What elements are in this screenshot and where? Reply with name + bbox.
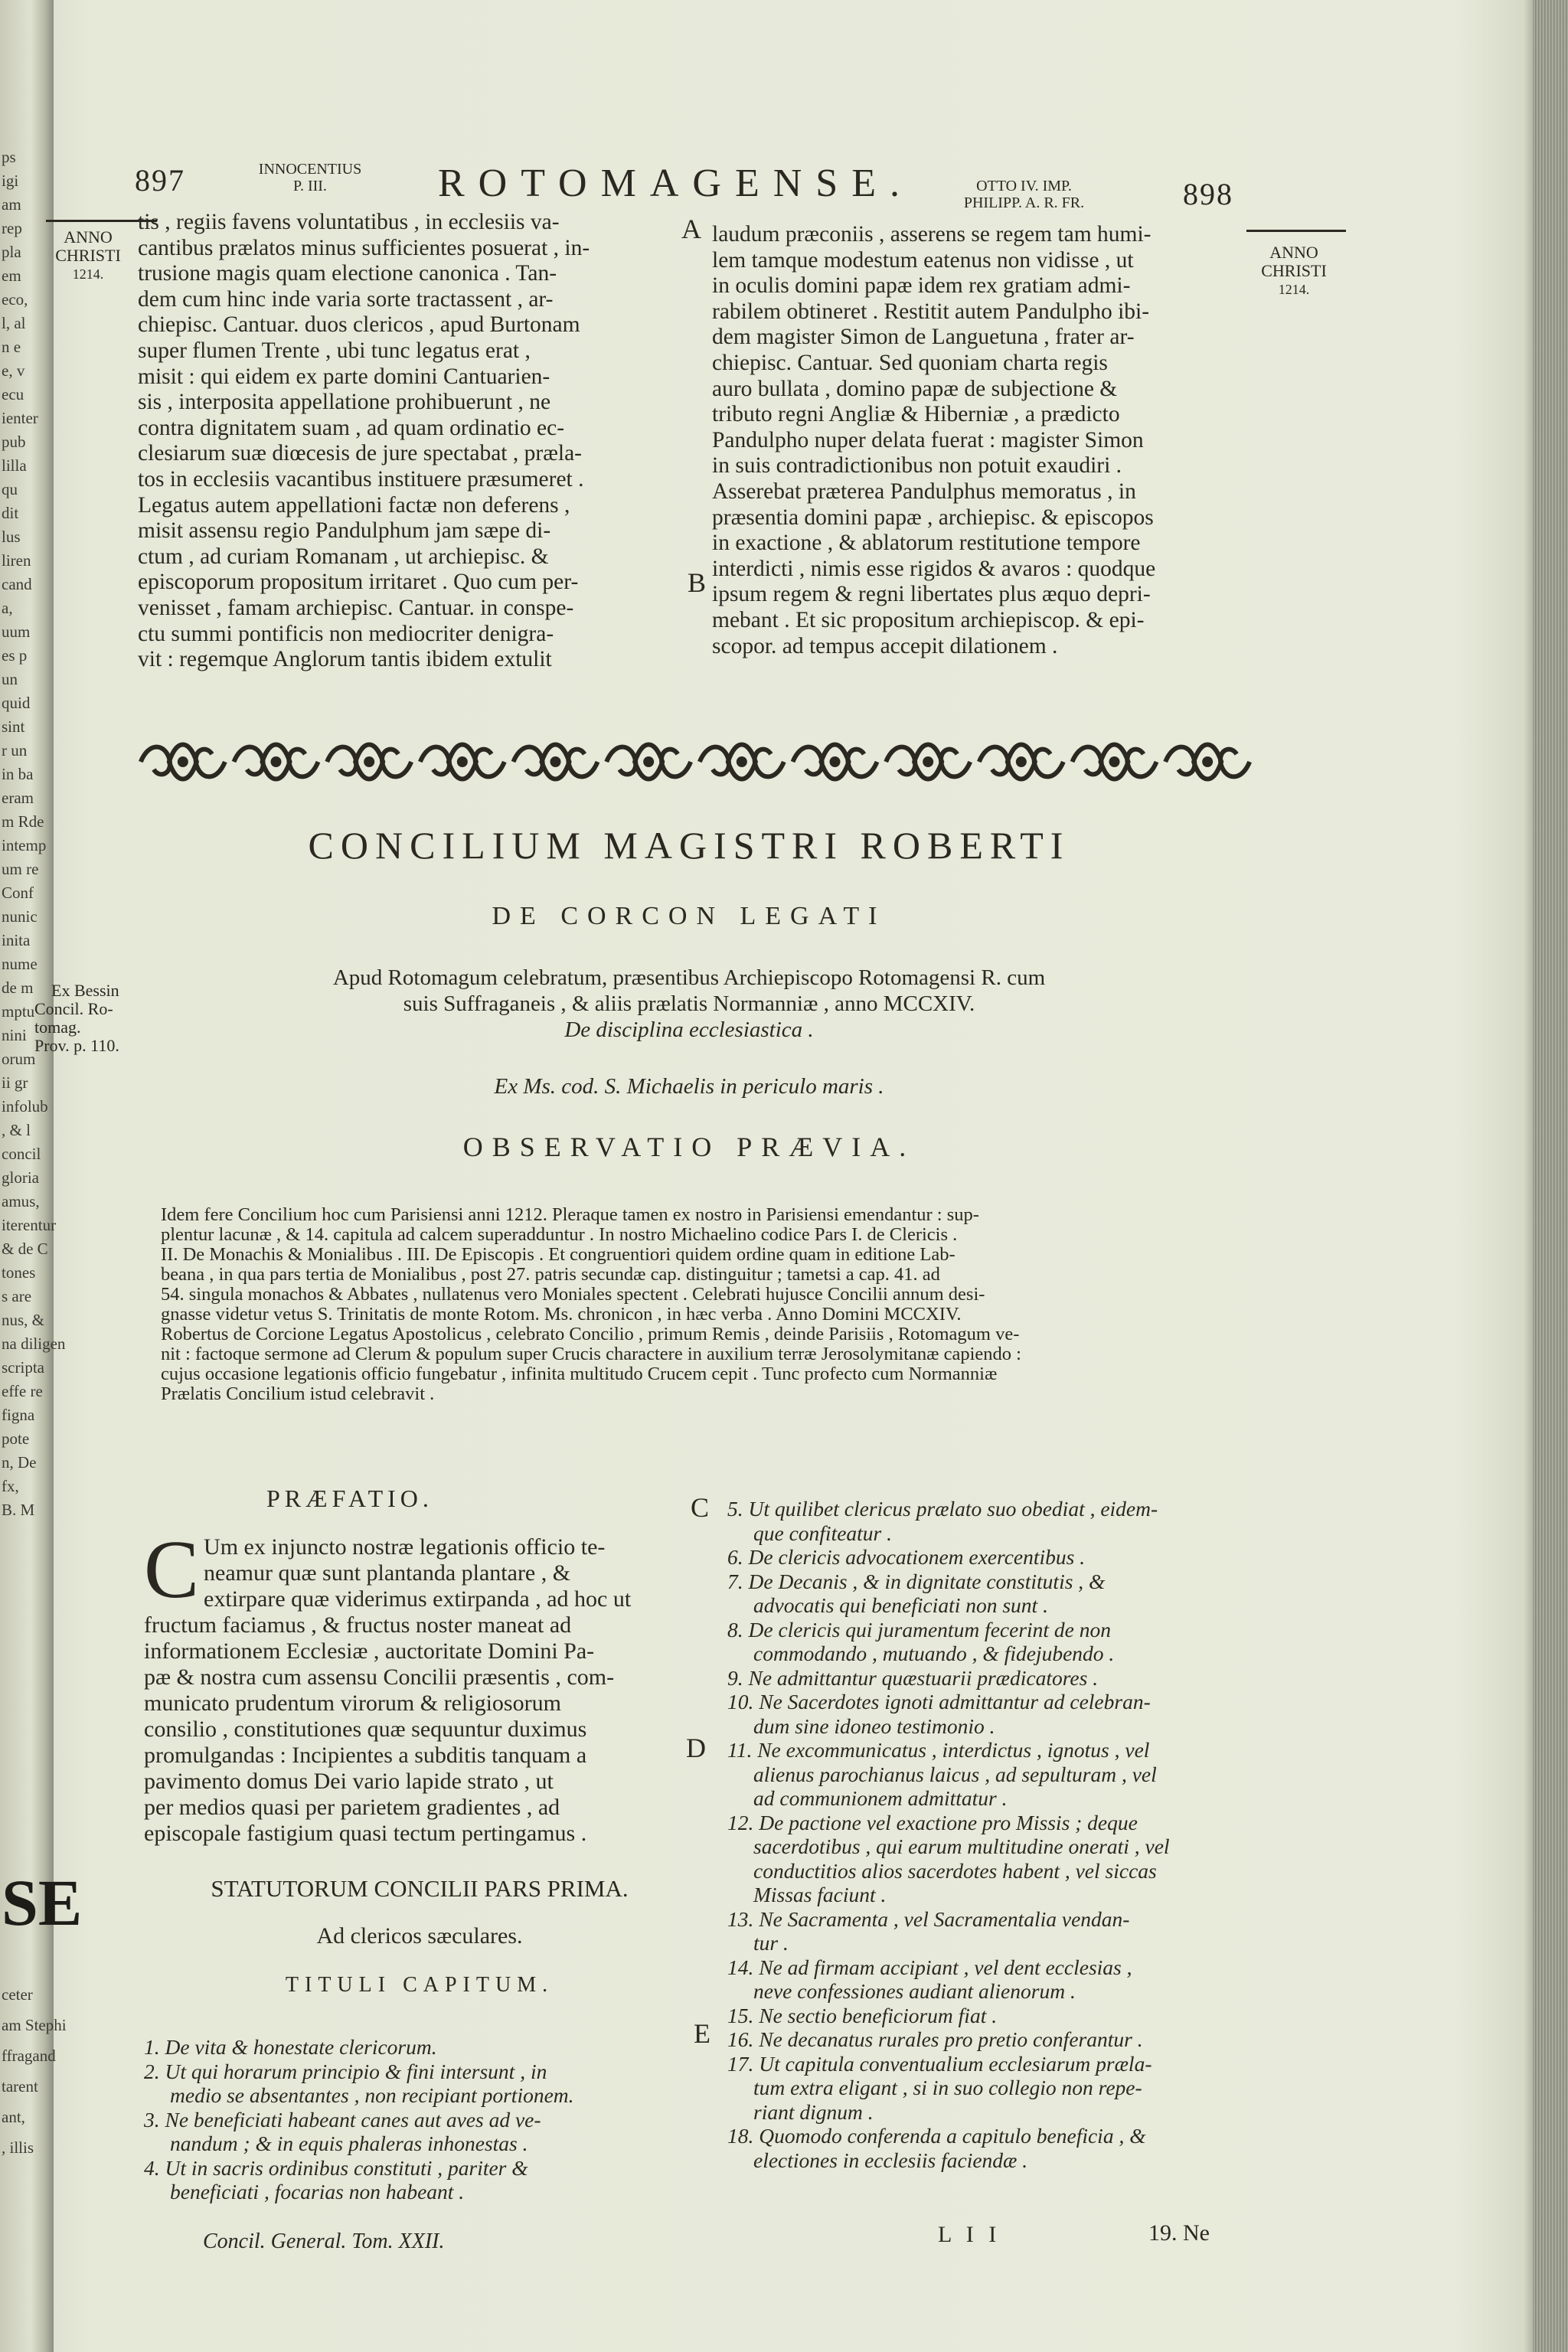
gutter-text-fragment: pub (2, 433, 26, 451)
gutter-text-fragment: tones (2, 1263, 36, 1282)
gutter-text-fragment: ii gr (2, 1073, 28, 1092)
gutter-text-fragment: concil (2, 1145, 41, 1163)
chapter-entry: 4. Ut in sacris ordinibus constituti , pariter & (144, 2155, 528, 2180)
gutter-text-fragment: nume (2, 955, 38, 973)
text-line: mebant . Et sic propositum archiepiscop. & epi- (712, 607, 1145, 632)
gutter-text-fragment: pote (2, 1429, 30, 1448)
gutter-text-fragment: es p (2, 646, 28, 665)
page-number-left: 897 (135, 163, 185, 198)
observatio-line: Prælatis Concilium istud celebravit . (161, 1383, 435, 1404)
chapter-entry: advocatis qui beneficiati non sunt . (753, 1593, 1048, 1617)
text-line: lem tamque modestum eatenus non vidisse , ut (712, 247, 1134, 273)
gutter-text-fragment: , illis (2, 2138, 34, 2157)
gutter-text-fragment: quid (2, 694, 31, 712)
right-year-note (1244, 243, 1344, 299)
gutter-text-fragment: infolub (2, 1097, 48, 1116)
text-line: in exactione , & ablatorum restitutione tempore (712, 531, 1141, 556)
pope-number: P. III. (293, 178, 327, 194)
chapter-entry: nandum ; & in equis phaleras inhonestas . (170, 2132, 528, 2155)
gutter-text-fragment: inita (2, 931, 31, 949)
gutter-text-fragment: na diligen (2, 1334, 66, 1353)
fleuron-ornament (979, 745, 1063, 779)
observatio-line: cujus occasione legationis officio fungebatur , infinita multitudo Crucem cepit . Tunc profecto cum Normanniæ (161, 1364, 998, 1384)
chapter-entry: tum extra eligant , si in suo collegio non repe- (753, 2076, 1142, 2099)
decorative-ornament-band (136, 735, 1254, 789)
council-title: CONCILIUM MAGISTRI ROBERTI (308, 824, 1070, 867)
chapter-entry: dum sine idoneo testimonio . (753, 1713, 995, 1738)
prefatio-line: neamur quæ sunt plantanda plantare , & (204, 1560, 571, 1586)
gutter-text-fragment: ecu (2, 385, 24, 403)
gutter-text-fragment: B. M (2, 1501, 35, 1519)
fleuron-ornament (141, 745, 225, 779)
observatio-line: 54. singula monachos & Abbates , nullatenus vero Moniales spectent . Celebrati hujusce Concilii annum desi- (161, 1284, 985, 1305)
source-note-line: tomag. (34, 1018, 81, 1037)
section-marker-c: C (691, 1492, 710, 1523)
gutter-text-fragment: e, v (2, 361, 25, 380)
observatio-text (161, 1205, 1248, 1404)
drop-cap: C (144, 1524, 200, 1615)
observatio-heading: OBSERVATIO PRÆVIA. (462, 1132, 916, 1162)
text-line: sis , interposita appellatione prohibuerunt , ne (138, 390, 551, 415)
tituli-heading: TITULI CAPITUM. (285, 1973, 554, 1997)
gutter-text-fragment: a, (2, 599, 13, 617)
anno-label: ANNO (64, 227, 113, 247)
manuscript-source: Ex Ms. cod. S. Michaelis in periculo maris . (494, 1074, 884, 1099)
emperor-name: OTTO IV. IMP. (976, 178, 1072, 194)
year-label: 1214. (1278, 282, 1310, 297)
prefatio-line: consilio , constitutiones quæ sequuntur duximus (144, 1717, 587, 1742)
text-line: chiepisc. Cantuar. Sed quoniam charta regis (712, 350, 1108, 375)
section-marker-e: E (694, 2018, 710, 2049)
chapter-entry: neve confessiones audiant alienorum . (753, 1979, 1076, 2003)
text-line: interdicti , nimis esse rigidos & avaros : quodque (712, 556, 1156, 581)
signature-mark: L I I (938, 2222, 1001, 2247)
gutter-text-fragment: eram (2, 789, 34, 807)
gutter-text-fragment: eco, (2, 290, 28, 309)
text-line: ctu summi pontificis non mediocriter denigra- (138, 621, 554, 646)
chapter-entry: electiones in ecclesiis faciendæ . (753, 2148, 1028, 2172)
left-year-note (38, 228, 138, 283)
gutter-text-fragment: n e (2, 338, 21, 356)
observatio-line: gnasse videtur vetus S. Trinitatis de monte Rotom. Ms. chronicon , in hæc verba . Anno Domini MCCXIV. (161, 1304, 962, 1325)
gutter-text-fragment: r un (2, 741, 28, 760)
gutter-text-fragment: orum (2, 1050, 36, 1068)
gutter-text-fragment: pla (2, 243, 21, 261)
gutter-text-fragment: & de C (2, 1240, 48, 1258)
gutter-text-fragment: scripta (2, 1358, 44, 1377)
text-line: præsentia domini papæ , archiepisc. & episcopos (712, 505, 1154, 530)
section-marker-d: D (686, 1733, 706, 1763)
source-note-line: Prov. p. 110. (34, 1036, 119, 1055)
fleuron-ornament (700, 745, 784, 779)
chapter-entry: sacerdotibus , qui earum multitudine onerati , vel (753, 1834, 1170, 1858)
gutter-text-fragment: tarent (2, 2077, 38, 2096)
prefatio-line: promulgandas : Incipientes a subditis tanquam a (144, 1743, 587, 1768)
gutter-text-fragment: n, De (2, 1453, 37, 1472)
fleuron-ornament (234, 745, 318, 779)
text-line: Pandulpho nuper delata fuerat : magister Simon (712, 427, 1144, 452)
chapter-entry: 3. Ne beneficiati habeant canes aut aves ad ve- (144, 2107, 541, 2132)
chapter-entry: 5. Ut quilibet clericus prælato suo obediat , eidem- (727, 1497, 1158, 1521)
signature-reference: Concil. General. Tom. XXII. (203, 2230, 445, 2253)
gutter-text-fragment: liren (2, 551, 31, 570)
gutter-text-fragment: am Stephi (2, 2016, 67, 2034)
fleuron-ornament (886, 745, 970, 779)
page-number-right: 898 (1183, 177, 1233, 211)
gutter-text-fragment: in ba (2, 765, 34, 783)
gutter-text-fragment: nunic (2, 907, 38, 926)
fleuron-ornament (327, 745, 411, 779)
text-line: dem magister Simon de Languetuna , frater ar- (712, 325, 1135, 350)
chapter-list-left (144, 2035, 695, 2204)
chapter-entry: 9. Ne admittantur quæstuarii prædicatores . (727, 1665, 1099, 1690)
prefatio-line: fructum faciamus , & fructus noster maneat ad (144, 1612, 572, 1638)
gutter-text-fragment: m Rde (2, 812, 44, 831)
running-head-emperor (930, 178, 1118, 211)
prefatio-line: pavimento domus Dei vario lapide strato , ut (144, 1769, 554, 1794)
gutter-text-fragment: s are (2, 1287, 32, 1305)
text-line: dem cum hinc inde varia sorte tractassent , ar- (138, 286, 554, 312)
gutter-text-fragment: un (2, 670, 18, 688)
year-label: 1214. (72, 266, 104, 282)
catchword: 19. Ne (1148, 2220, 1210, 2246)
chapter-entry: beneficiati , focarias non habeant . (170, 2180, 465, 2203)
gutter-text-fragment: lus (2, 528, 21, 546)
section-marker-b: B (688, 567, 707, 598)
council-intro (115, 965, 1263, 1043)
gutter-text-fragment: nus, & (2, 1311, 45, 1329)
observatio-line: plentur lacunæ , & 14. capitula ad calcem superadduntur . In nostro Michaelino codice Pars I. de Clericis . (161, 1224, 958, 1245)
gutter-text-fragment: ienter (2, 409, 38, 427)
ad-clericos-heading: Ad clericos sæculares. (316, 1923, 523, 1949)
chapter-entry: 7. De Decanis , & in dignitate constitutis , & (727, 1569, 1106, 1593)
chapter-entry: 18. Quomodo conferenda a capitulo beneficia , & (727, 2124, 1146, 2148)
chapter-entry: riant dignum . (753, 2099, 874, 2124)
chapter-entry: conductitios alios sacerdotes habent , vel siccas (753, 1858, 1157, 1883)
text-line: super flumen Trente , ubi tunc legatus erat , (138, 338, 531, 363)
chapter-entry: 10. Ne Sacerdotes ignoti admittantur ad celebran- (727, 1690, 1151, 1713)
upper-right-column (712, 222, 1240, 659)
chapter-entry: 15. Ne sectio beneficiorum fiat . (727, 2003, 998, 2027)
gutter-text-fragment: uum (2, 622, 31, 641)
text-line: scopor. ad tempus accepit dilationem . (712, 633, 1058, 658)
gutter-text-fragment: ant, (2, 2108, 25, 2126)
text-line: misit : qui eidem ex parte domini Cantuarien- (138, 364, 550, 389)
section-marker-a: A (681, 214, 701, 244)
text-line: rabilem obtineret . Restitit autem Pandulpho ibi- (712, 299, 1150, 324)
gutter-text-fragment: qu (2, 480, 18, 498)
intro-line: suis Suffraganeis , & aliis prælatis Normanniæ , anno MCCXIV. (403, 991, 975, 1016)
observatio-line: Robertus de Corcione Legatus Apostolicus , celebrato Concilio , primum Remis , deinde Parisiis , Rotomagum ve- (161, 1324, 1020, 1344)
text-line: trusione magis quam electione canonica . Tan- (138, 261, 557, 286)
running-head-pope (253, 161, 368, 194)
chapter-entry: Missas faciunt . (753, 1883, 887, 1906)
text-line: tis , regiis favens voluntatibus , in ecclesiis va- (138, 210, 560, 234)
text-line: clesiarum suæ diœcesis de jure spectabat , præla- (138, 441, 582, 466)
gutter-text-fragment: am (2, 195, 21, 214)
christi-label: CHRISTI (55, 246, 121, 265)
text-line: cantibus prælatos minus sufficientes posuerat , in- (138, 235, 590, 260)
prefatio-line: episcopale fastigium quasi tectum pertingamus . (144, 1821, 587, 1846)
chapter-entry: 14. Ne ad firmam accipiant , vel dent ecclesias , (727, 1955, 1132, 1979)
intro-line: De disciplina ecclesiastica . (564, 1018, 814, 1042)
prefatio-line: extirpare quæ viderimus extirpanda , ad hoc ut (204, 1586, 632, 1612)
source-margin-note (34, 982, 142, 1055)
gutter-text-fragment: amus, (2, 1192, 40, 1210)
chapter-list-right (727, 1497, 1256, 2172)
gutter-text-fragment: em (2, 266, 21, 285)
gutter-text-fragment: igi (2, 172, 19, 190)
gutter-text-fragment: lilla (2, 456, 27, 475)
gutter-text-fragment: l, al (2, 314, 26, 332)
fleuron-ornament (793, 745, 877, 779)
gutter-text-fragment: mptu (2, 1002, 35, 1021)
gutter-text-fragment: nini (2, 1026, 27, 1044)
prefatio-line: pæ & nostra cum assensu Concilii præsentis , com- (144, 1664, 615, 1690)
statutorum-heading: STATUTORUM CONCILII PARS PRIMA. (211, 1875, 629, 1902)
source-note-line: Ex Bessin (51, 981, 119, 1000)
running-title: ROTOMAGENSE. (438, 162, 913, 205)
observatio-line: Idem fere Concilium hoc cum Parisiensi anni 1212. Pleraque tamen ex nostro in Parisiensi emendantur : sup- (161, 1204, 979, 1225)
gutter-text-fragment: gloria (2, 1168, 39, 1187)
text-line: auro bullata , domino papæ de subjectione & (712, 376, 1118, 401)
gutter-text-fragment: sint (2, 717, 25, 736)
gutter-text-fragment: effe re (2, 1382, 43, 1400)
gutter-text-fragment: dit (2, 504, 19, 522)
source-note-line: Concil. Ro- (34, 999, 113, 1018)
right-margin-rule (1246, 230, 1346, 232)
gutter-text-fragment: ps (2, 148, 16, 166)
chapter-entry: 16. Ne decanatus rurales pro pretio conferantur . (727, 2027, 1143, 2051)
chapter-entry: que confiteatur . (753, 1521, 893, 1545)
text-line: contra dignitatem suam , ad quam ordinatio ec- (138, 415, 565, 440)
chapter-entry: 17. Ut capitula conventualium ecclesiarum præla- (727, 2051, 1152, 2076)
gutter-text-fragment: figna (2, 1406, 35, 1424)
observatio-line: nit : factoque sermone ad Clerum & populum super Crucis charactere in auxilium terræ Jerosolymitanæ capiendo : (161, 1344, 1021, 1364)
fleuron-ornament (1073, 745, 1157, 779)
fleuron-ornament (420, 745, 505, 779)
fleuron-ornament (1165, 745, 1250, 779)
text-line: ctum , ad curiam Romanam , ut archiepisc. & (138, 544, 549, 569)
text-line: ipsum regem & regni libertates plus æquo depri- (712, 582, 1151, 607)
gutter-text-fragment: , & l (2, 1121, 31, 1139)
gutter-text-fragment: SE (2, 1866, 83, 1939)
chapter-entry: tur . (753, 1931, 789, 1955)
gutter-text-fragment: Conf (2, 884, 34, 902)
king-name: PHILIPP. A. R. FR. (963, 194, 1085, 211)
lower-left-column (144, 1485, 695, 2204)
prefatio-line: municato prudentum virorum & religiosorum (144, 1690, 561, 1716)
chapter-entry: 2. Ut qui horarum principio & fini intersunt , in (144, 2059, 547, 2083)
gutter-text-fragment: iterentur (2, 1216, 57, 1234)
text-line: chiepisc. Cantuar. duos clericos , apud Burtonam (138, 312, 580, 338)
prefatio-body (144, 1524, 695, 1847)
intro-line: Apud Rotomagum celebratum, præsentibus Archiepiscopo Rotomagensi R. cum (332, 965, 1046, 990)
prefatio-line: Um ex injuncto nostræ legationis officio te- (204, 1534, 606, 1560)
text-line: laudum præconiis , asserens se regem tam humi- (712, 222, 1152, 247)
chapter-entry: ad communionem admittatur . (753, 1786, 1008, 1810)
text-line: in suis contradictionibus non potuit exaudiri . (712, 453, 1122, 479)
observatio-line: beana , in qua pars tertia de Monialibus , post 27. patris secundæ cap. distinguitur ; tametsi a cap. 41. ad (161, 1264, 940, 1285)
gutter-text-fragment: cand (2, 575, 32, 593)
upper-left-column (138, 210, 689, 673)
observatio-line: II. De Monachis & Monialibus . III. De Episcopis . Et congruentiori quidem ordine quam in editione Lab- (161, 1244, 956, 1265)
gutter-text-fragment: de m (2, 978, 34, 997)
text-line: tributo regni Angliæ & Hiberniæ , a prædicto (712, 402, 1120, 427)
gutter-text-fragment: ffragand (2, 2047, 56, 2065)
text-line: tos in ecclesiis vacantibus instituere præsumeret . (138, 466, 584, 492)
chapter-entry: 1. De vita & honestate clericorum. (144, 2035, 437, 2059)
text-line: vit : regemque Anglorum tantis ibidem extulit (138, 647, 552, 672)
prefatio-line: informationem Ecclesiæ , auctoritate Domini Pa- (144, 1638, 595, 1664)
fleuron-ornament (606, 745, 691, 779)
chapter-entry: medio se absentantes , non recipiant portionem. (170, 2083, 574, 2107)
chapter-entry: 6. De clericis advocationem exercentibus . (727, 1545, 1086, 1569)
chapter-entry: alienus parochianus laicus , ad sepulturam , vel (753, 1762, 1157, 1786)
text-line: episcoporum propositum irritaret . Quo cum per- (138, 570, 579, 595)
text-line: misit assensu regio Pandulphum jam sæpe di- (138, 518, 551, 544)
gutter-text-fragment: rep (2, 219, 22, 237)
gutter-text-fragment: um re (2, 860, 39, 878)
chapter-entry: 12. De pactione vel exactione pro Missis ; deque (727, 1810, 1138, 1834)
anno-label: ANNO (1269, 243, 1318, 262)
page-edges (1533, 0, 1568, 2352)
gutter-text-fragment: ceter (2, 1985, 33, 2004)
gutter-text-fragment: fx, (2, 1477, 19, 1495)
chapter-entry: 13. Ne Sacramenta , vel Sacramentalia vendan- (727, 1906, 1130, 1931)
chapter-entry: commodando , mutuando , & fidejubendo . (753, 1642, 1115, 1665)
text-line: Legatus autem appellationi factæ non deferens , (138, 492, 570, 518)
text-line: Asserebat præterea Pandulphus memoratus , in (712, 479, 1136, 504)
text-line: in oculis domini papæ idem rex gratiam admi- (712, 273, 1131, 299)
chapter-entry: 8. De clericis qui juramentum fecerint de non (727, 1617, 1112, 1642)
pope-name: INNOCENTIUS (258, 161, 362, 178)
council-subtitle: DE CORCON LEGATI (492, 902, 887, 930)
fleuron-ornament (514, 745, 598, 779)
prefatio-line: per medios quasi per parietem gradientes , ad (144, 1795, 560, 1820)
gutter-text-fragment: intemp (2, 836, 47, 854)
christi-label: CHRISTI (1261, 261, 1327, 280)
prefatio-heading: PRÆFATIO. (266, 1485, 433, 1512)
text-line: venisset , famam archiepisc. Cantuar. in conspe- (138, 595, 574, 620)
chapter-entry: 11. Ne excommunicatus , interdictus , ignotus , vel (727, 1738, 1150, 1762)
